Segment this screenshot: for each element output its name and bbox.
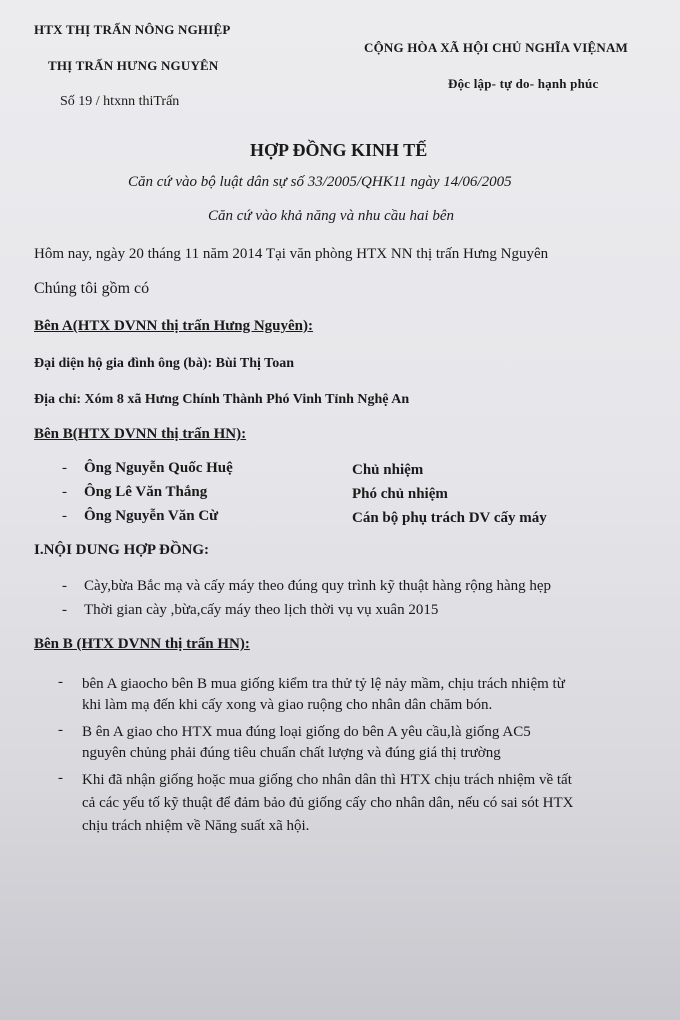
document-title: HỢP ĐỒNG KINH TẾ bbox=[250, 140, 428, 160]
national-motto: Độc lập- tự do- hạnh phúc bbox=[448, 76, 599, 91]
legal-basis-2: Căn cứ vào khả năng và nhu cầu hai bên bbox=[208, 208, 455, 224]
party-b-obligations-heading: Bên B (HTX DVNN thị trấn HN): bbox=[34, 636, 250, 652]
content-item: Cày,bừa Bắc mạ và cấy máy theo đúng quy trình kỹ thuật hàng rộng hàng hẹp bbox=[84, 578, 552, 594]
obligation-line: Khi đã nhận giống hoặc mua giống cho nhân dân thì HTX chịu trách nhiệm về tất bbox=[82, 772, 572, 788]
obligation-line: B ên A giao cho HTX mua đúng loại giống do bên A yêu cầu,là giống AC5 bbox=[82, 724, 531, 740]
list-bullet: - bbox=[62, 508, 67, 524]
list-bullet: - bbox=[62, 484, 67, 500]
content-item: Thời gian cày ,bừa,cấy máy theo lịch thời vụ vụ xuân 2015 bbox=[84, 602, 439, 618]
list-bullet: - bbox=[62, 578, 67, 594]
member-name: Ông Nguyễn Văn Cừ bbox=[84, 508, 219, 524]
parties-intro: Chúng tôi gồm có bbox=[34, 280, 150, 297]
party-a-heading: Bên A(HTX DVNN thị trấn Hưng Nguyên): bbox=[34, 318, 314, 334]
org-name-line2: THỊ TRẤN HƯNG NGUYÊN bbox=[48, 58, 219, 73]
member-role: Phó chủ nhiệm bbox=[352, 486, 448, 502]
member-name: Ông Lê Văn Thắng bbox=[84, 484, 208, 500]
list-bullet: - bbox=[58, 770, 63, 786]
party-a-representative: Đại diện hộ gia đình ông (bà): Bùi Thị Toan bbox=[34, 356, 295, 371]
section-1-heading: I.NỘI DUNG HỢP ĐỒNG: bbox=[34, 542, 210, 558]
obligation-line: nguyên chủng phải đúng tiêu chuẩn chất lượng và đúng giá thị trường bbox=[82, 745, 501, 761]
document-number: Số 19 / htxnn thiTrấn bbox=[60, 94, 180, 109]
republic-title: CỘNG HÒA XÃ HỘI CHỦ NGHĨA VIỆNAM bbox=[364, 40, 629, 55]
obligation-line: chịu trách nhiệm về Năng suất xã hội. bbox=[82, 818, 310, 834]
list-bullet: - bbox=[62, 460, 67, 476]
list-bullet: - bbox=[58, 722, 63, 738]
member-role: Chủ nhiệm bbox=[352, 462, 424, 478]
party-b-heading: Bên B(HTX DVNN thị trấn HN): bbox=[34, 426, 247, 442]
obligation-line: khi làm mạ đến khi cấy xong và giao ruộng cho nhân dân chăm bón. bbox=[82, 697, 493, 713]
party-a-address: Địa chỉ: Xóm 8 xã Hưng Chính Thành Phó Vinh Tỉnh Nghệ An bbox=[34, 392, 410, 407]
legal-basis-1: Căn cứ vào bộ luật dân sự số 33/2005/QHK11 ngày 14/06/2005 bbox=[128, 174, 512, 190]
obligation-line: bên A giaocho bên B mua giống kiểm tra thử tỷ lệ nảy mầm, chịu trách nhiệm từ bbox=[82, 676, 565, 692]
list-bullet: - bbox=[62, 602, 67, 618]
org-name-line1: HTX THỊ TRẤN NÔNG NGHIỆP bbox=[34, 22, 231, 37]
contract-date-place: Hôm nay, ngày 20 tháng 11 năm 2014 Tại văn phòng HTX NN thị trấn Hưng Nguyên bbox=[34, 246, 549, 262]
member-role: Cán bộ phụ trách DV cấy máy bbox=[352, 510, 547, 526]
member-name: Ông Nguyễn Quốc Huệ bbox=[84, 460, 233, 476]
list-bullet: - bbox=[58, 674, 63, 690]
obligation-line: cả các yếu tố kỹ thuật để đảm bảo đủ giống cấy cho nhân dân, nếu có sai sót HTX bbox=[82, 795, 574, 811]
